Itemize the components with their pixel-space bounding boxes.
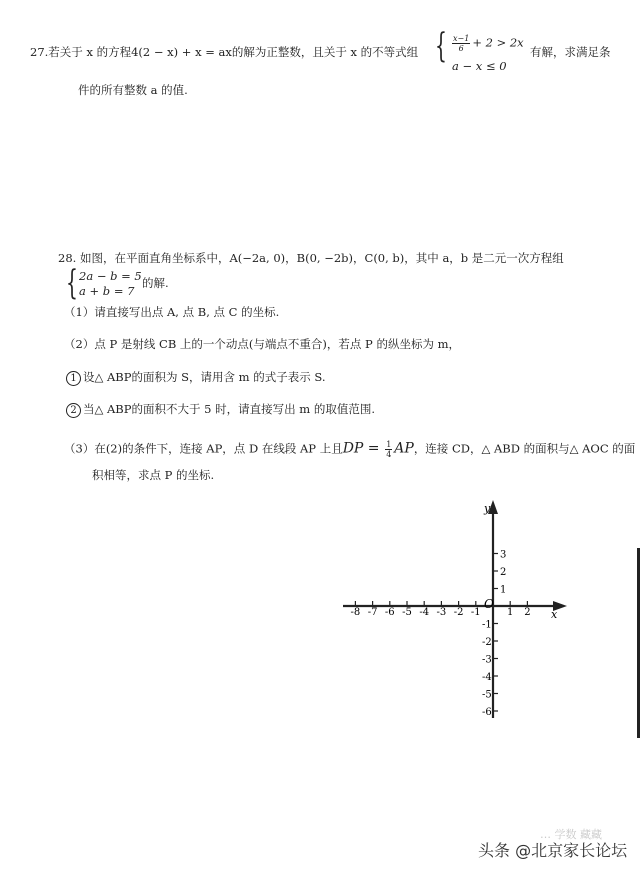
q28-system-eq2: a + b = 7 [79,284,135,298]
x-tick-label: -1 [470,607,481,618]
q28-part2: （2）点 P 是射线 CB 上的一个动点(与端点不重合)，若点 P 的纵坐标为 m， [64,337,461,351]
q27-stem: 27.若关于 x 的方程4(2 − x) + x = ax的解为正整数，且关于 x 的不等式组 [30,45,419,59]
sub2-number: 2 [66,403,81,418]
q28-part3-line2: 积相等，求点 P 的坐标. [92,468,215,482]
q27-line2: 件的所有整数 a 的值. [78,83,188,97]
x-tick-label: 1 [507,607,514,618]
sub1-number: 1 [66,371,81,386]
x-tick-label: -8 [350,607,361,618]
q27-fraction: $\frac{x-1}{6}$ [453,34,470,53]
x-tick-label: 2 [524,607,531,618]
q27-inequality-1: $\frac{x-1}{6}$ + 2 > 2x [453,34,524,53]
x-tick-label: -4 [419,607,430,618]
q28-fraction: $\frac{1}{4}$ [386,440,392,459]
x-tick-label: -2 [453,607,464,618]
q28-part3-line1: （3）在(2)的条件下，连接 AP，点 D 在线段 AP 上且DP = $\frac{1}{4}$ AP，连接 CD，△ ABD 的面积与△ AOC 的面 [64,440,636,459]
source-watermark: 头条 @北京家长论坛 [478,841,628,860]
q28-brace: { [66,263,78,303]
y-tick-label: -4 [482,672,492,683]
faint-watermark: … 学数 藏藏 [540,828,602,841]
y-tick-label: 2 [500,567,507,578]
q27-inequality-2: a − x ≤ 0 [452,59,507,73]
y-tick-label: -5 [482,689,492,701]
x-tick-label: -5 [402,607,412,618]
q28-part1: （1）请直接写出点 A, 点 B, 点 C 的坐标. [64,305,280,319]
y-tick-label: -6 [482,707,492,718]
q28-sub2: 2 当△ ABP的面积不大于 5 时，请直接写出 m 的取值范围. [66,401,375,418]
q28-system-eq1: 2a − b = 5 [79,269,142,283]
origin-label: O [484,597,494,611]
y-tick-label: 3 [500,549,507,561]
y-tick-label: -3 [482,654,492,666]
x-tick-label: -6 [384,607,395,618]
x-axis-label: x [551,608,558,621]
y-tick-label: -2 [482,637,492,648]
q28-system-end: 的解. [142,276,169,290]
q27-line1-end: 有解，求满足条 [530,45,611,59]
x-tick-label: -3 [436,607,447,618]
q28-line1: 28. 如图，在平面直角坐标系中，A(−2a, 0)，B(0, −2b)，C(0, b)，其中 a，b 是二元一次方程组 [58,251,564,265]
y-tick-label: -1 [482,619,492,631]
x-tick-label: -7 [367,607,378,618]
q28-sub1: 1 设△ ABP的面积为 S，请用含 m 的式子表示 S. [66,369,326,386]
y-tick-label: 1 [500,584,507,596]
y-axis-label: y [484,502,491,515]
q27-brace: { [435,26,447,66]
